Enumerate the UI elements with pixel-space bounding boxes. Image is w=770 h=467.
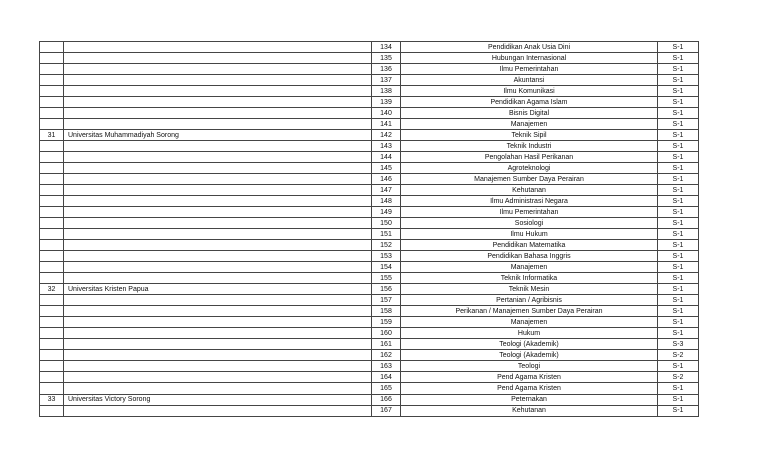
degree-level-cell: S-1 [658,64,699,75]
program-number-cell: 134 [372,42,401,53]
university-name-cell [64,174,372,185]
program-name-cell: Pendidikan Agama Islam [401,97,658,108]
program-number-cell: 153 [372,251,401,262]
program-name-cell: Pendidikan Bahasa Inggris [401,251,658,262]
university-name-cell [64,240,372,251]
table-row [40,229,699,240]
table-row [40,119,699,130]
program-number-cell: 146 [372,174,401,185]
degree-level-cell: S-1 [658,251,699,262]
table-row [40,42,699,53]
table-row [40,328,699,339]
program-name-cell: Ilmu Pemerintahan [401,207,658,218]
degree-level-cell: S-2 [658,372,699,383]
table-row [40,361,699,372]
table-row [40,295,699,306]
program-name-cell: Pendidikan Matematika [401,240,658,251]
university-name-cell [64,152,372,163]
university-number-cell [40,64,64,75]
program-number-cell: 159 [372,317,401,328]
degree-level-cell: S-1 [658,383,699,394]
program-number-cell: 148 [372,196,401,207]
university-number-cell [40,218,64,229]
program-name-cell: Bisnis Digital [401,108,658,119]
table-row [40,262,699,273]
program-name-cell: Hubungan Internasional [401,53,658,64]
university-name-cell [64,317,372,328]
degree-level-cell: S-1 [658,317,699,328]
degree-level-cell: S-1 [658,394,699,405]
table-row [40,108,699,119]
program-name-cell: Teknik Sipil [401,130,658,141]
university-name-cell [64,339,372,350]
university-name-cell [64,262,372,273]
university-programs-table [39,41,699,417]
program-number-cell: 150 [372,218,401,229]
university-name-cell [64,273,372,284]
degree-level-cell: S-1 [658,218,699,229]
university-number-cell [40,251,64,262]
degree-level-cell: S-1 [658,229,699,240]
program-number-cell: 139 [372,97,401,108]
program-name-cell: Ilmu Komunikasi [401,86,658,97]
degree-level-cell: S-1 [658,141,699,152]
university-name-cell [64,53,372,64]
degree-level-cell: S-1 [658,75,699,86]
university-number-cell [40,361,64,372]
program-name-cell: Manajemen [401,262,658,273]
university-number-cell [40,295,64,306]
program-number-cell: 154 [372,262,401,273]
university-name-cell: Universitas Muhammadiyah Sorong [64,130,372,141]
program-name-cell: Perikanan / Manajemen Sumber Daya Perairan [401,306,658,317]
table-row [40,86,699,97]
table-row [40,284,699,295]
table-row [40,306,699,317]
university-number-cell [40,317,64,328]
university-number-cell: 32 [40,284,64,295]
table-row [40,383,699,394]
program-name-cell: Sosiologi [401,218,658,229]
university-number-cell [40,97,64,108]
university-name-cell [64,119,372,130]
table-row [40,141,699,152]
university-name-cell [64,361,372,372]
university-name-cell [64,97,372,108]
table-row [40,185,699,196]
program-name-cell: Ilmu Hukum [401,229,658,240]
university-name-cell: Universitas Kristen Papua [64,284,372,295]
university-number-cell [40,328,64,339]
program-name-cell: Pend Agama Kristen [401,383,658,394]
university-number-cell [40,339,64,350]
table-row [40,240,699,251]
program-number-cell: 162 [372,350,401,361]
degree-level-cell: S-1 [658,361,699,372]
university-number-cell [40,86,64,97]
degree-level-cell: S-1 [658,152,699,163]
degree-level-cell: S-1 [658,295,699,306]
program-number-cell: 160 [372,328,401,339]
university-number-cell [40,262,64,273]
table-row [40,207,699,218]
program-number-cell: 161 [372,339,401,350]
degree-level-cell: S-1 [658,53,699,64]
degree-level-cell: S-1 [658,262,699,273]
university-name-cell [64,229,372,240]
program-name-cell: Peternakan [401,394,658,405]
program-name-cell: Teologi (Akademik) [401,339,658,350]
table-row [40,350,699,361]
university-name-cell [64,64,372,75]
program-number-cell: 157 [372,295,401,306]
program-name-cell: Ilmu Administrasi Negara [401,196,658,207]
university-number-cell [40,196,64,207]
degree-level-cell: S-1 [658,240,699,251]
program-name-cell: Teknik Informatika [401,273,658,284]
program-number-cell: 158 [372,306,401,317]
program-number-cell: 143 [372,141,401,152]
university-name-cell [64,372,372,383]
university-number-cell [40,306,64,317]
table-row [40,152,699,163]
table-row [40,317,699,328]
program-number-cell: 135 [372,53,401,64]
table-row [40,394,699,405]
program-number-cell: 138 [372,86,401,97]
university-number-cell: 33 [40,394,64,405]
degree-level-cell: S-1 [658,174,699,185]
university-name-cell [64,207,372,218]
degree-level-cell: S-2 [658,350,699,361]
table-row [40,64,699,75]
degree-level-cell: S-1 [658,185,699,196]
university-number-cell: 31 [40,130,64,141]
table-body [40,42,699,417]
university-name-cell [64,350,372,361]
university-name-cell [64,383,372,394]
degree-level-cell: S-1 [658,108,699,119]
degree-level-cell: S-1 [658,405,699,416]
university-number-cell [40,163,64,174]
program-number-cell: 147 [372,185,401,196]
university-name-cell [64,108,372,119]
university-name-cell [64,163,372,174]
program-number-cell: 165 [372,383,401,394]
degree-level-cell: S-1 [658,86,699,97]
program-name-cell: Hukum [401,328,658,339]
program-number-cell: 166 [372,394,401,405]
table-row [40,163,699,174]
program-number-cell: 155 [372,273,401,284]
program-number-cell: 142 [372,130,401,141]
university-name-cell [64,251,372,262]
program-number-cell: 141 [372,119,401,130]
university-name-cell [64,42,372,53]
program-number-cell: 163 [372,361,401,372]
degree-level-cell: S-1 [658,328,699,339]
program-number-cell: 167 [372,405,401,416]
university-name-cell [64,295,372,306]
university-number-cell [40,240,64,251]
university-name-cell [64,185,372,196]
university-name-cell [64,218,372,229]
university-number-cell [40,141,64,152]
table-row [40,97,699,108]
university-number-cell [40,185,64,196]
university-name-cell [64,328,372,339]
table-row [40,405,699,416]
program-name-cell: Akuntansi [401,75,658,86]
university-number-cell [40,42,64,53]
program-name-cell: Manajemen Sumber Daya Perairan [401,174,658,185]
degree-level-cell: S-1 [658,207,699,218]
program-name-cell: Teologi (Akademik) [401,350,658,361]
program-name-cell: Pengolahan Hasil Perikanan [401,152,658,163]
university-number-cell [40,273,64,284]
university-name-cell [64,306,372,317]
program-number-cell: 144 [372,152,401,163]
degree-level-cell: S-1 [658,163,699,174]
table-row [40,273,699,284]
university-name-cell [64,405,372,416]
degree-level-cell: S-3 [658,339,699,350]
university-name-cell: Universitas Victory Sorong [64,394,372,405]
degree-level-cell: S-1 [658,130,699,141]
university-name-cell [64,141,372,152]
university-number-cell [40,119,64,130]
degree-level-cell: S-1 [658,42,699,53]
university-number-cell [40,75,64,86]
program-name-cell: Kehutanan [401,405,658,416]
table-row [40,251,699,262]
program-name-cell: Manajemen [401,119,658,130]
program-name-cell: Teknik Mesin [401,284,658,295]
university-number-cell [40,207,64,218]
university-name-cell [64,196,372,207]
university-name-cell [64,86,372,97]
degree-level-cell: S-1 [658,273,699,284]
program-number-cell: 136 [372,64,401,75]
table-row [40,196,699,207]
program-number-cell: 151 [372,229,401,240]
program-number-cell: 164 [372,372,401,383]
university-number-cell [40,350,64,361]
program-number-cell: 152 [372,240,401,251]
program-number-cell: 145 [372,163,401,174]
program-name-cell: Ilmu Pemerintahan [401,64,658,75]
university-name-cell [64,75,372,86]
degree-level-cell: S-1 [658,119,699,130]
university-number-cell [40,383,64,394]
degree-level-cell: S-1 [658,196,699,207]
program-name-cell: Pendidikan Anak Usia Dini [401,42,658,53]
degree-level-cell: S-1 [658,97,699,108]
program-name-cell: Teologi [401,361,658,372]
university-number-cell [40,152,64,163]
degree-level-cell: S-1 [658,306,699,317]
degree-level-cell: S-1 [658,284,699,295]
program-name-cell: Manajemen [401,317,658,328]
university-number-cell [40,405,64,416]
program-number-cell: 140 [372,108,401,119]
table-row [40,339,699,350]
program-number-cell: 156 [372,284,401,295]
table-row [40,218,699,229]
program-name-cell: Agroteknologi [401,163,658,174]
university-number-cell [40,229,64,240]
table-row [40,75,699,86]
table-row [40,130,699,141]
university-number-cell [40,174,64,185]
table-row [40,53,699,64]
university-number-cell [40,53,64,64]
program-name-cell: Pend Agama Kristen [401,372,658,383]
university-number-cell [40,372,64,383]
program-name-cell: Teknik Industri [401,141,658,152]
university-number-cell [40,108,64,119]
table-row [40,372,699,383]
table-row [40,174,699,185]
program-number-cell: 137 [372,75,401,86]
program-name-cell: Kehutanan [401,185,658,196]
program-number-cell: 149 [372,207,401,218]
program-name-cell: Pertanian / Agribisnis [401,295,658,306]
